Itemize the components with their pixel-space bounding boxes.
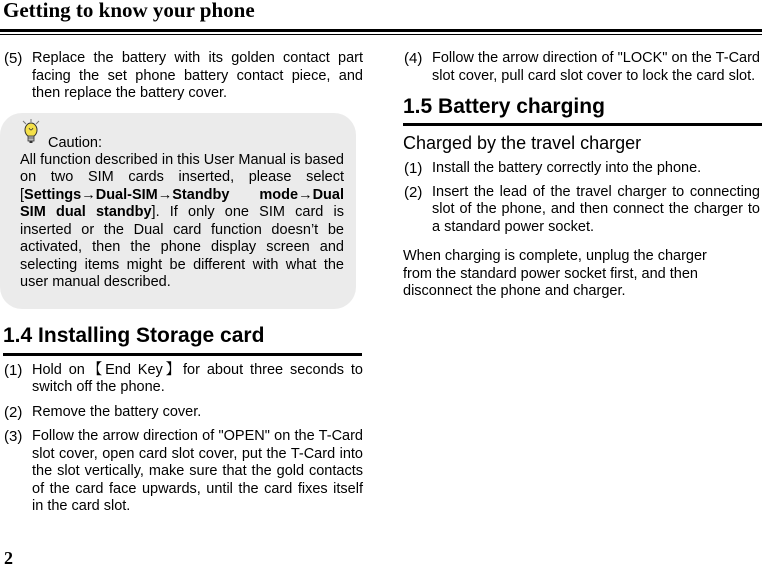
header-rule (0, 29, 762, 32)
page-number: 2 (4, 548, 13, 568)
step-3 (3, 428, 363, 516)
step-number: (1) (404, 160, 423, 177)
caution-box (0, 113, 356, 309)
lightbulb-icon (20, 119, 42, 145)
header-rule-thin (0, 34, 762, 35)
step-number: (2) (404, 183, 423, 201)
step-number: (3) (4, 428, 23, 445)
step-text: Install the battery correctly into the phone. (432, 160, 702, 176)
caution-text-part: All function described in this User Manual is based on two SIM cards inserted, please select [ (20, 151, 344, 203)
step-number: (1) (4, 361, 23, 379)
caution-text (20, 152, 344, 292)
charging-complete-note: When charging is complete, unplug the charger from the standard power socket first, and then disconnect the phone and charger. (403, 248, 707, 299)
caution-text-part: ]. If only one SIM card is inserted or the Dual card function doesn’t be activated, then the phone display screen and selecting items might be different with what the user manual described. (20, 204, 344, 290)
settings-path: Settings→Dual-SIM→Standby mode→Dual SIM dual standby (20, 186, 344, 220)
step-4 (403, 50, 760, 85)
step-5 (3, 50, 363, 103)
step-text: Remove the battery cover. (32, 403, 202, 420)
step-text: Replace the battery with its golden contact part facing the set phone battery contact piece, and then replace the battery cover. (32, 50, 363, 101)
step-1 (3, 362, 363, 397)
page-header-title: Getting to know your phone (3, 0, 255, 22)
step-text: Follow the arrow direction of "LOCK" on the T-Card slot cover, pull card slot cover to lock the card slot. (432, 50, 760, 84)
subheading-travel-charger: Charged by the travel charger (403, 133, 642, 153)
step-number: (4) (404, 50, 423, 67)
section-rule (3, 353, 362, 356)
section-rule (403, 123, 762, 126)
step-number: (2) (4, 403, 23, 421)
caution-label: Caution: (48, 134, 103, 151)
section-title-battery: 1.5 Battery charging (403, 95, 605, 118)
right-column (403, 50, 760, 301)
step-2 (403, 184, 760, 237)
step-text: Follow the arrow direction of "OPEN" on the T-Card slot cover, open card slot cover, put the T-Card into the slot vertically, make sure that the gold contacts of the card face upwards, until the card fixes itself in the card slot. (32, 428, 363, 514)
section-title-storage: 1.4 Installing Storage card (3, 323, 265, 347)
step-1 (403, 160, 760, 178)
step-number: (5) (4, 50, 23, 67)
left-column (3, 50, 363, 516)
step-2 (3, 404, 363, 422)
step-text: Insert the lead of the travel charger to connecting slot of the phone, and then connect the charger to a standard power socket. (432, 183, 760, 235)
step-text: Hold on【End Key】for about three seconds to switch off the phone. (32, 361, 363, 395)
